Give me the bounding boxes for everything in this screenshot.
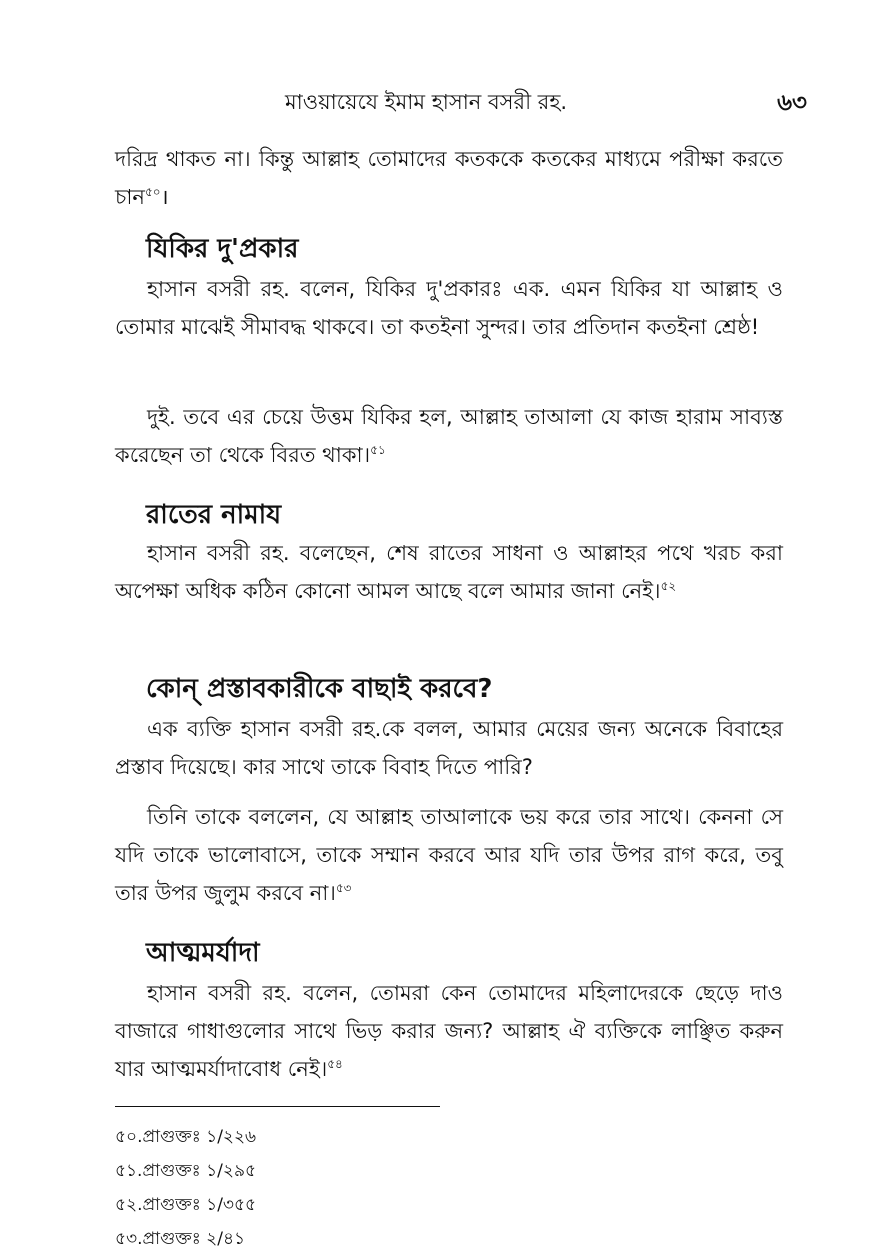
paragraph-text: হাসান বসরী রহ. বলেন, তোমরা কেন তোমাদের মহিলাদেরকে ছেড়ে দাও বাজারে গাধাগুলোর সাথে ভিড় করার জন্য? আল্লাহ ঐ ব্যক্তিকে লাঞ্ছিত করুন যার আত্মমর্যাদাবোধ নেই। — [115, 981, 783, 1081]
footnote-ref: ৫৩ — [335, 881, 352, 895]
section-heading: কোন্ প্রস্তাবকারীকে বাছাই করবে? — [146, 674, 493, 704]
paragraph-text: হাসান বসরী রহ. বলেছেন, শেষ রাতের সাধনা ও আল্লাহর পথে খরচ করা অপেক্ষা অধিক কঠিন কোনো আমল আছে বলে আমার জানা নেই। — [115, 541, 783, 603]
footnote-item: ৫৩.প্রাগুক্তঃ ২/৪১ — [115, 1229, 246, 1249]
paragraph-text: তিনি তাকে বললেন, যে আল্লাহ তাআলাকে ভয় করে তার সাথে। কেননা সে যদি তাকে ভালোবাসে, তাকে সম্মান করবে আর যদি তার উপর রাগ করে, তবু তার উপর জুলুম করবে না। — [115, 805, 783, 905]
page-number: ৬৩ — [777, 90, 807, 116]
footnote-ref: ৫১ — [370, 443, 386, 457]
footnotes-list — [115, 1120, 256, 1256]
footnote-ref: ৫০ — [144, 185, 161, 199]
footnote-ref: ৫৪ — [327, 1057, 343, 1071]
footnote-item: ৫২.প্রাগুক্তঃ ১/৩৫৫ — [115, 1195, 257, 1215]
running-header: মাওয়ায়েযে ইমাম হাসান বসরী রহ. — [285, 90, 568, 114]
section-paragraph — [115, 398, 783, 474]
section-paragraph — [115, 534, 783, 610]
intro-paragraph — [115, 140, 783, 216]
footnote-ref: ৫২ — [660, 579, 677, 593]
intro-end: । — [160, 185, 169, 209]
section-paragraph — [115, 270, 783, 346]
intro-text: দরিদ্র থাকত না। কিন্তু আল্লাহ তোমাদের কতককে কতকের মাধ্যমে পরীক্ষা করতে চান — [115, 147, 783, 209]
footnote-divider — [115, 1106, 440, 1107]
section-paragraph — [115, 798, 783, 912]
section-paragraph — [115, 974, 783, 1088]
paragraph-text: এক ব্যক্তি হাসান বসরী রহ.কে বলল, আমার মেয়ের জন্য অনেকে বিবাহের প্রস্তাব দিয়েছে। কার সাথে তাকে বিবাহ দিতে পারি? — [115, 717, 783, 779]
section-paragraph — [115, 710, 783, 786]
footnote-item: ৫১.প্রাগুক্তঃ ১/২৯৫ — [115, 1161, 257, 1181]
paragraph-text: হাসান বসরী রহ. বলেন, যিকির দু'প্রকারঃ এক. এমন যিকির যা আল্লাহ ও তোমার মাঝেই সীমাবদ্ধ থাকবে। তা কতইনা সুন্দর। তার প্রতিদান কতইনা শ্রেষ্ঠ! — [115, 277, 783, 339]
section-heading: রাতের নামায — [146, 500, 282, 530]
section-heading: আত্মমর্যাদা — [146, 938, 260, 968]
section-heading: যিকির দু'প্রকার — [146, 234, 299, 264]
footnote-item: ৫০.প্রাগুক্তঃ ১/২২৬ — [115, 1127, 257, 1147]
paragraph-text: দুই. তবে এর চেয়ে উত্তম যিকির হল, আল্লাহ তাআলা যে কাজ হারাম সাব্যস্ত করেছেন তা থেকে বিরত থাকা। — [115, 405, 783, 467]
